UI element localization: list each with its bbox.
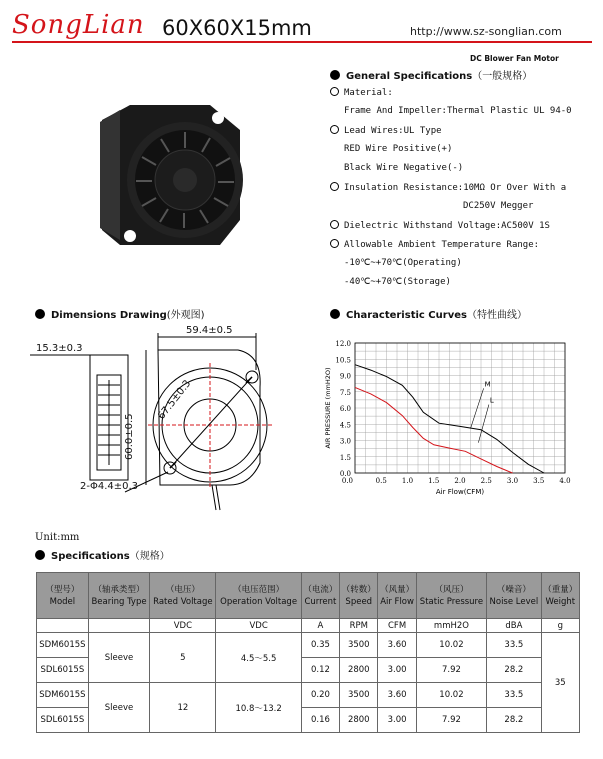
- col-bearing: （轴承类型） Bearing Type: [88, 573, 149, 619]
- cell-pressure: 7.92: [416, 708, 486, 733]
- col-pressure: （风压） Static Pressure: [416, 573, 486, 619]
- unit-cell: A: [301, 619, 339, 633]
- spec-black-wire: Black Wire Negative(-): [344, 163, 464, 173]
- bullet-icon: [330, 309, 340, 319]
- spec-insulation: Insulation Resistance:10MΩ Or Over With a: [330, 182, 566, 193]
- y-tick-label: 12.0: [335, 340, 351, 348]
- col-airflow: （风量） Air Flow: [378, 573, 416, 619]
- specs-heading: Specifications（规格）: [35, 547, 170, 562]
- unit-cell: VDC: [150, 619, 216, 633]
- col-current: （电流） Current: [301, 573, 339, 619]
- circle-icon: [330, 182, 339, 191]
- y-tick-label: 10.5: [335, 356, 351, 365]
- series-line-l: [355, 387, 513, 473]
- spec-red-wire: RED Wire Positive(+): [344, 144, 453, 154]
- cell-current: 0.35: [301, 633, 339, 658]
- table-row: [37, 683, 580, 708]
- cell-bearing: Sleeve: [88, 683, 149, 733]
- cell-speed: 2800: [340, 658, 378, 683]
- spec-dielectric: Dielectric Withstand Voltage:AC500V 1S: [330, 220, 550, 231]
- cell-pressure: 10.02: [416, 683, 486, 708]
- spec-storage: -40℃~+70℃(Storage): [344, 277, 451, 287]
- spec-frame: Frame And Impeller:Thermal Plastic UL 94-0: [344, 106, 572, 116]
- cell-noise: 28.2: [487, 658, 541, 683]
- x-tick-label: 2.0: [454, 477, 466, 485]
- dimensions-drawing: [30, 325, 320, 525]
- fan-photo: [90, 60, 250, 250]
- cell-current: 0.20: [301, 683, 339, 708]
- series-leader: [471, 388, 484, 428]
- x-tick-label: 4.0: [559, 477, 571, 485]
- y-tick-label: 6.0: [339, 405, 351, 413]
- cell-model: SDM6015S: [37, 683, 89, 708]
- model-title: 60X60X15mm: [162, 16, 312, 40]
- unit-cell: VDC: [216, 619, 301, 633]
- cell-pressure: 7.92: [416, 658, 486, 683]
- cell-speed: 2800: [340, 708, 378, 733]
- cell-airflow: 3.00: [378, 658, 416, 683]
- cell-current: 0.12: [301, 658, 339, 683]
- bullet-icon: [35, 309, 45, 319]
- dim-diagonal: 67.5±0.3: [156, 378, 194, 422]
- cell-weight: 35: [541, 633, 579, 733]
- col-operation-voltage: （电压范围） Operation Voltage: [216, 573, 301, 619]
- circle-icon: [330, 87, 339, 96]
- circle-icon: [330, 125, 339, 134]
- unit-cell: g: [541, 619, 579, 633]
- cell-speed: 3500: [340, 683, 378, 708]
- x-tick-label: 2.5: [480, 477, 492, 485]
- bullet-icon: [330, 70, 340, 80]
- y-tick-label: 7.5: [339, 388, 351, 397]
- spec-material: Material:: [330, 87, 393, 98]
- general-spec-heading: General Specifications（一般规格）: [330, 67, 532, 82]
- unit-cell: CFM: [378, 619, 416, 633]
- y-tick-label: 9.0: [339, 372, 351, 381]
- origin-label: 0.0: [341, 477, 353, 485]
- cell-airflow: 3.60: [378, 633, 416, 658]
- characteristic-chart: [320, 335, 580, 500]
- cell-noise: 33.5: [487, 633, 541, 658]
- y-tick-label: 1.5: [339, 453, 351, 462]
- y-tick-label: 4.5: [339, 421, 351, 430]
- header-divider: [12, 41, 592, 43]
- circle-icon: [330, 220, 339, 229]
- brand-logo: SongLian: [12, 10, 145, 40]
- bullet-icon: [35, 550, 45, 560]
- dimensions-heading: Dimensions Drawing(外观图): [35, 306, 205, 321]
- y-axis-label: AIR PRESSURE (mmH2O): [324, 367, 332, 449]
- x-tick-label: 1.0: [401, 477, 414, 485]
- unit-cell: RPM: [340, 619, 378, 633]
- cell-noise: 28.2: [487, 708, 541, 733]
- spec-megger: DC250V Megger: [463, 201, 534, 211]
- dim-width: 59.4±0.5: [186, 325, 233, 336]
- table-row: [37, 633, 580, 658]
- unit-label: Unit:mm: [35, 532, 80, 543]
- cell-range: 10.8～13.2: [216, 683, 301, 733]
- cell-range: 4.5～5.5: [216, 633, 301, 683]
- cell-pressure: 10.02: [416, 633, 486, 658]
- x-axis-label: Air Flow(CFM): [435, 488, 485, 496]
- series-label: L: [489, 396, 494, 405]
- unit-cell: dBA: [487, 619, 541, 633]
- cell-speed: 3500: [340, 633, 378, 658]
- spec-table: [36, 572, 580, 733]
- cell-noise: 33.5: [487, 683, 541, 708]
- cell-bearing: Sleeve: [88, 633, 149, 683]
- curves-heading: Characteristic Curves（特性曲线）: [330, 306, 527, 321]
- cell-current: 0.16: [301, 708, 339, 733]
- x-tick-label: 1.5: [428, 477, 440, 485]
- series-leader: [478, 405, 489, 443]
- x-tick-label: 3.5: [533, 477, 545, 485]
- cell-model: SDM6015S: [37, 633, 89, 658]
- cell-rated: 5: [150, 633, 216, 683]
- col-rated-voltage: （电压） Rated Voltage: [150, 573, 216, 619]
- product-subtitle: DC Blower Fan Motor: [470, 54, 559, 63]
- cell-airflow: 3.60: [378, 683, 416, 708]
- unit-cell: mmH2O: [416, 619, 486, 633]
- series-label: M: [484, 380, 491, 389]
- unit-cell: [37, 619, 89, 633]
- col-noise: （噪音） Noise Level: [487, 573, 541, 619]
- col-speed: （转数） Speed: [340, 573, 378, 619]
- spec-temp-range: Allowable Ambient Temperature Range:: [330, 239, 539, 250]
- cell-airflow: 3.00: [378, 708, 416, 733]
- y-tick-label: 0.0: [339, 470, 351, 478]
- dim-depth: 15.3±0.3: [36, 343, 83, 354]
- spec-lead-wires: Lead Wires:UL Type: [330, 125, 442, 136]
- col-model: （型号） Model: [37, 573, 89, 619]
- website-url[interactable]: http://www.sz-songlian.com: [410, 25, 562, 38]
- dim-height: 60.0±0.5: [124, 413, 135, 460]
- col-weight: （重量） Weight: [541, 573, 579, 619]
- circle-icon: [330, 239, 339, 248]
- cell-model: SDL6015S: [37, 708, 89, 733]
- x-tick-label: 0.5: [375, 477, 387, 485]
- spec-operating: -10℃~+70℃(Operating): [344, 258, 462, 268]
- cell-model: SDL6015S: [37, 658, 89, 683]
- y-tick-label: 3.0: [339, 437, 351, 446]
- cell-rated: 12: [150, 683, 216, 733]
- dim-hole: 2-Φ4.4±0.3: [80, 481, 139, 492]
- unit-cell: [88, 619, 149, 633]
- x-tick-label: 3.0: [506, 477, 519, 485]
